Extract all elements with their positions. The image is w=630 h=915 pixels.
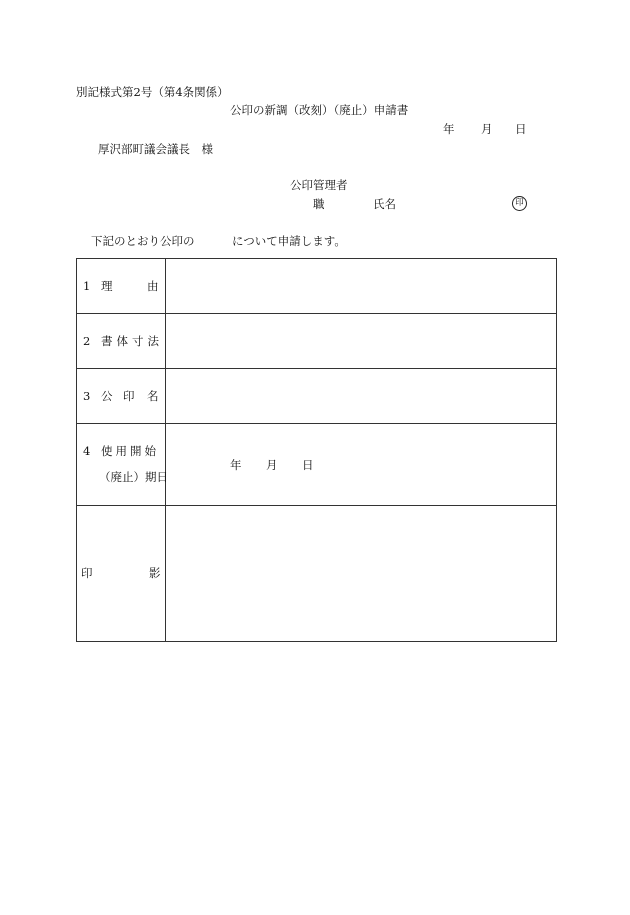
application-table bbox=[76, 258, 557, 642]
position-label: 職 bbox=[313, 197, 325, 211]
row-number: 3 bbox=[83, 389, 91, 403]
date-year-label: 年 bbox=[230, 458, 242, 472]
reason-field[interactable] bbox=[166, 259, 557, 314]
table-row-seal-impression bbox=[77, 506, 557, 642]
date-month-label: 月 bbox=[481, 122, 493, 136]
row-label-part: 使用開始 bbox=[101, 444, 159, 458]
form-number: 別記様式第2号（第4条関係） bbox=[76, 85, 229, 99]
start-date-field[interactable] bbox=[166, 424, 557, 506]
row-label-part: 印 bbox=[81, 566, 93, 580]
seal-impression-label-cell bbox=[77, 506, 166, 642]
seal-name-label-cell bbox=[77, 369, 166, 424]
row-label-part: 書体寸法 bbox=[101, 334, 163, 348]
row-label-part: 名 bbox=[147, 389, 159, 403]
date-day-label: 日 bbox=[515, 122, 527, 136]
seal-mark-icon: 印 bbox=[512, 196, 527, 211]
row-label-part: 印 bbox=[123, 389, 135, 403]
row-label-part: 公 bbox=[101, 389, 113, 403]
start-date-label-cell bbox=[77, 424, 166, 506]
seal-name-field[interactable] bbox=[166, 369, 557, 424]
table-row-font-size bbox=[77, 314, 557, 369]
row-label-part: 影 bbox=[149, 566, 161, 580]
applicant-role: 公印管理者 bbox=[290, 178, 348, 192]
font-size-label-cell bbox=[77, 314, 166, 369]
row-label-part: 理 bbox=[101, 279, 113, 293]
form-title: 公印の新調（改刻）（廃止）申請書 bbox=[230, 103, 409, 117]
date-day-label: 日 bbox=[302, 458, 314, 472]
seal-impression-field[interactable] bbox=[166, 506, 557, 642]
statement-text-pre: 下記のとおり公印の bbox=[91, 234, 195, 248]
row-number: 4 bbox=[83, 444, 91, 458]
statement-text-post: について申請します。 bbox=[232, 234, 346, 248]
table-row-start-date bbox=[77, 424, 557, 506]
addressee: 厚沢部町議会議長 様 bbox=[98, 142, 213, 156]
table-row-reason bbox=[77, 259, 557, 314]
name-label: 氏名 bbox=[373, 197, 396, 211]
font-size-field[interactable] bbox=[166, 314, 557, 369]
reason-label-cell bbox=[77, 259, 166, 314]
date-year-label: 年 bbox=[443, 122, 455, 136]
table-row-seal-name bbox=[77, 369, 557, 424]
date-month-label: 月 bbox=[266, 458, 278, 472]
row-number: 2 bbox=[83, 334, 91, 348]
row-number: 1 bbox=[83, 279, 91, 293]
row-label-part: 由 bbox=[147, 279, 159, 293]
row-label-part: （廃止）期日 bbox=[99, 470, 168, 484]
